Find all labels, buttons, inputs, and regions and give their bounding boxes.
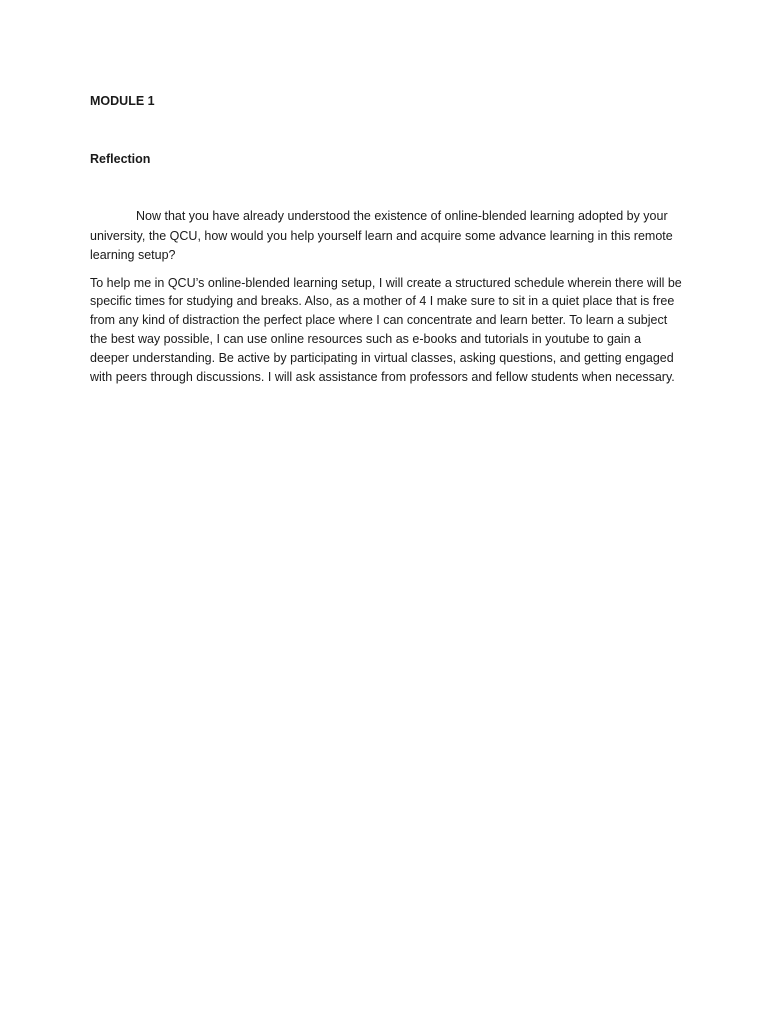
module-heading: MODULE 1: [90, 94, 155, 108]
reflection-subheading: Reflection: [90, 152, 151, 166]
answer-paragraph: To help me in QCU’s online-blended learning setup, I will create a structured schedule wherein there will be specific times for studying and breaks. Also, as a mother of 4 I make sure to sit in a quiet place that is free from any kind of distraction the perfect place where I can concentrate and learn better. To learn a subject the best way possible, I can use online resources such as e-books and tutorials in youtube to gain a deeper understanding. Be active by participating in virtual classes, asking questions, and getting engaged with peers through discussions. I will ask assistance from professors and fellow students when necessary.: [90, 275, 682, 385]
question-paragraph: Now that you have already understood the existence of online-blended learning adopted by your university, the QCU, how would you help yourself learn and acquire some advance learning in this remote learning setup?: [90, 209, 673, 262]
document-body: [90, 92, 682, 387]
